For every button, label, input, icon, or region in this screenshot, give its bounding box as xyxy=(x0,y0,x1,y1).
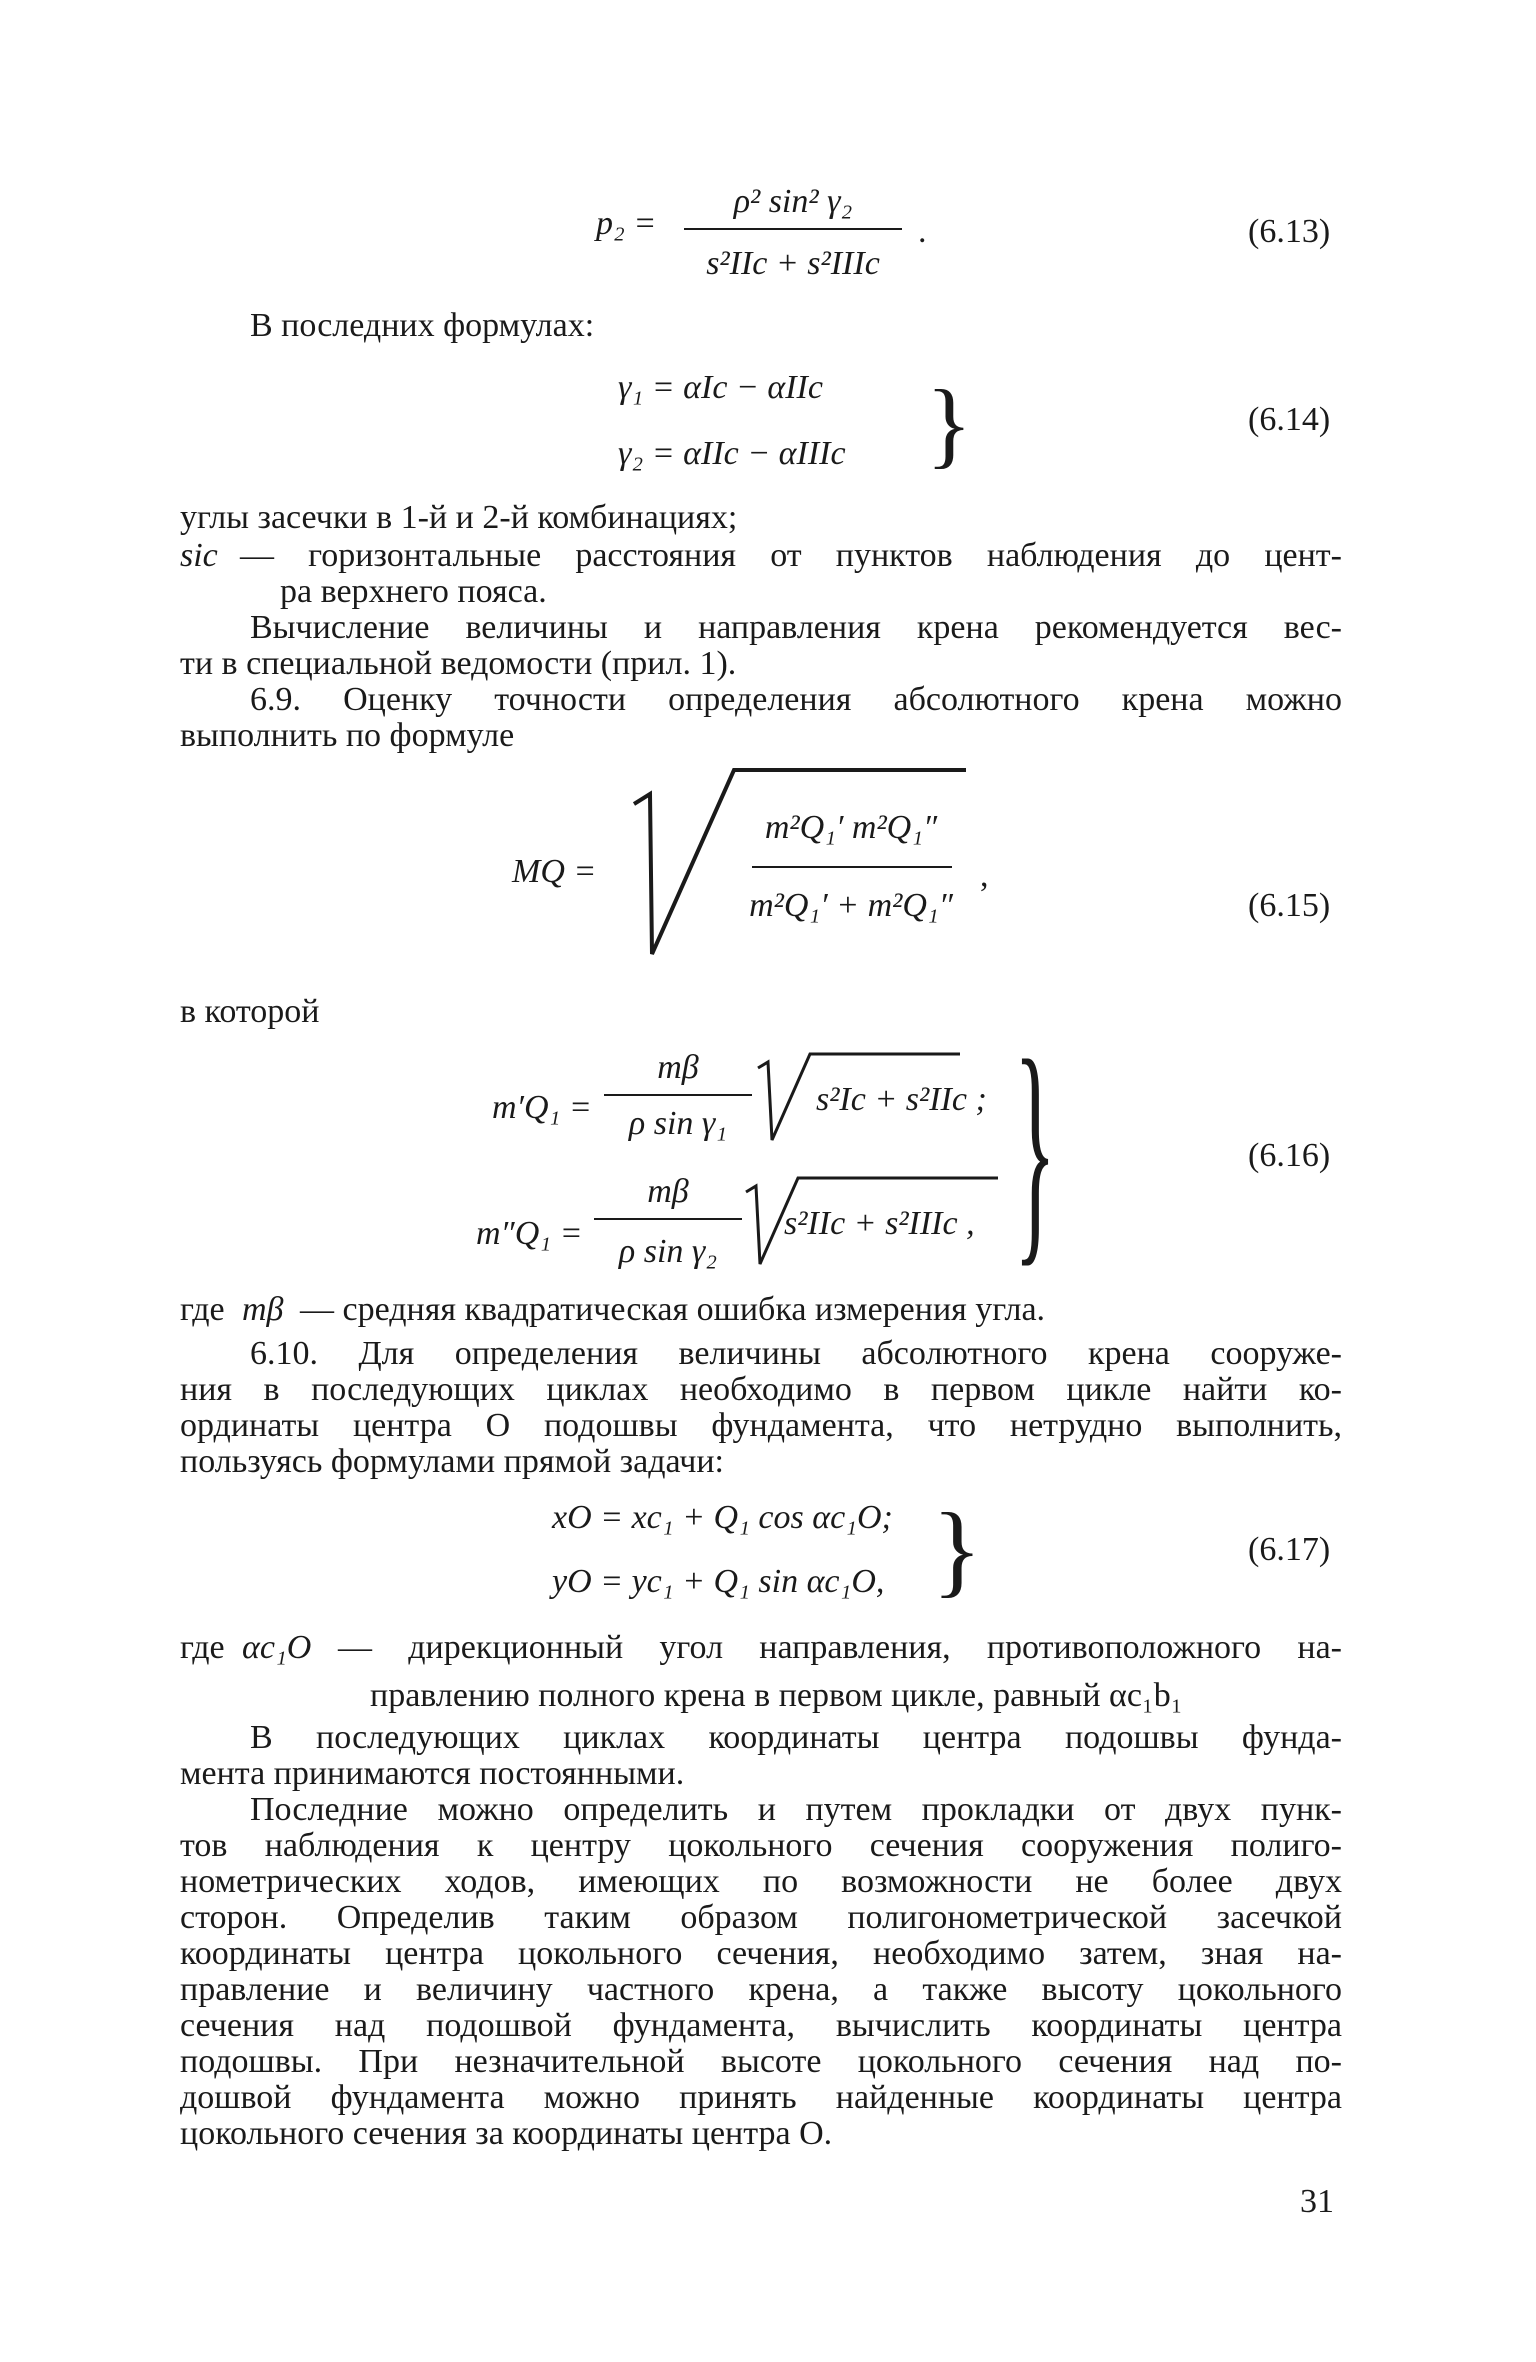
paragraph-distances-line2: ра верхнего пояса. xyxy=(280,573,547,610)
paragraph-computation-line2: ти в специальной ведомости (прил. 1). xyxy=(180,645,737,682)
eq-6-16-line1-num: mβ xyxy=(657,1049,699,1086)
right-brace: } xyxy=(1014,1010,1056,1287)
paragraph-last-line3: нометрических ходов, имеющих по возможности не более двух xyxy=(180,1863,1342,1900)
eq-6-16-line2-lhs: m″Q₁ = xyxy=(476,1215,583,1252)
eq-6-15-numerator: m²Q₁′ m²Q₁″ xyxy=(764,809,938,846)
paragraph-in-which: в которой xyxy=(180,993,320,1030)
paragraph-last-line7: сечения над подошвой фундамента, вычислить координаты центра xyxy=(180,2007,1342,2044)
where-label: где xyxy=(180,1629,225,1666)
fraction-bar xyxy=(684,228,902,230)
eq-6-13-tail: . xyxy=(918,213,927,250)
eq-6-13-denominator: s²IIc + s²IIIc xyxy=(706,245,880,282)
eq-6-17-line2: yO = yc₁ + Q₁ sin αc₁O, xyxy=(552,1563,885,1600)
paragraph-alpha-line2: правлению полного крена в первом цикле, равный αc₁b₁ xyxy=(370,1677,1183,1714)
eq-6-16-line2-den: ρ sin γ₂ xyxy=(618,1233,718,1270)
paragraph-alpha-line1: — дирекционный угол направления, противоположного на- xyxy=(338,1629,1342,1666)
eq-6-16-number: (6.16) xyxy=(1248,1137,1331,1174)
fraction-bar xyxy=(752,866,952,868)
term-alpha-c1o: αc₁O xyxy=(242,1629,312,1666)
eq-6-13-numerator: ρ² sin² γ₂ xyxy=(733,183,853,220)
eq-6-16-line1-lhs: m′Q₁ = xyxy=(492,1089,592,1126)
right-brace: } xyxy=(932,1492,982,1607)
paragraph-last-line2: тов наблюдения к центру цокольного сечения сооружения полиго- xyxy=(180,1827,1342,1864)
eq-6-15-lhs: MQ = xyxy=(512,853,597,890)
paragraph-distances-line1: — горизонтальные расстояния от пунктов наблюдения до цент- xyxy=(240,537,1342,574)
eq-6-15-denominator: m²Q₁′ + m²Q₁″ xyxy=(749,887,953,924)
paragraph-m-beta: — средняя квадратическая ошибка измерения угла. xyxy=(300,1291,1046,1328)
paragraph-angles: углы засечки в 1-й и 2-й комбинациях; xyxy=(180,499,738,536)
right-brace: } xyxy=(926,370,973,477)
eq-6-15-tail: , xyxy=(980,857,989,894)
fraction-bar xyxy=(594,1218,742,1220)
paragraph-6-10-line2: ния в последующих циклах необходимо в первом цикле найти ко- xyxy=(180,1371,1342,1408)
paragraph-6-10-line3: ординаты центра O подошвы фундамента, что нетрудно выполнить, xyxy=(180,1407,1342,1444)
paragraph-last-line8: подошвы. При незначительной высоте цокольного сечения над по- xyxy=(180,2043,1342,2080)
paragraph-last-line6: правление и величину частного крена, а также высоту цокольного xyxy=(180,1971,1342,2008)
paragraph-intro-formulas: В последних формулах: xyxy=(250,307,595,344)
eq-6-17-line1: xO = xc₁ + Q₁ cos αc₁O; xyxy=(552,1499,893,1536)
paragraph-6-9-line1: 6.9. Оценку точности определения абсолютного крена можно xyxy=(250,681,1342,718)
eq-6-13-lhs: p₂ = xyxy=(596,205,657,242)
paragraph-last-line10: цокольного сечения за координаты центра O. xyxy=(180,2115,833,2152)
paragraph-6-10-line1: 6.10. Для определения величины абсолютного крена сооруже- xyxy=(250,1335,1342,1372)
eq-6-17-number: (6.17) xyxy=(1248,1531,1331,1568)
paragraph-computation-line1: Вычисление величины и направления крена рекомендуется вес- xyxy=(250,609,1342,646)
paragraph-cycles-line1: В последующих циклах координаты центра подошвы фунда- xyxy=(250,1719,1342,1756)
term-m-beta: mβ xyxy=(242,1291,284,1328)
eq-6-15-number: (6.15) xyxy=(1248,887,1331,924)
eq-6-16-line2-radicand: s²IIc + s²IIIc , xyxy=(784,1205,975,1242)
where-label: где xyxy=(180,1291,225,1328)
paragraph-6-10-line4: пользуясь формулами прямой задачи: xyxy=(180,1443,724,1480)
eq-6-16-line1-radicand: s²Ic + s²IIc ; xyxy=(816,1081,987,1118)
page-number: 31 xyxy=(1300,2183,1334,2220)
eq-6-16-line1-den: ρ sin γ₁ xyxy=(628,1105,728,1142)
term-s-ic: sic xyxy=(180,537,218,574)
eq-6-16-line2-num: mβ xyxy=(647,1173,689,1210)
eq-6-14-number: (6.14) xyxy=(1248,401,1331,438)
paragraph-last-line1: Последние можно определить и путем прокладки от двух пунк- xyxy=(250,1791,1342,1828)
paragraph-cycles-line2: мента принимаются постоянными. xyxy=(180,1755,685,1792)
paragraph-last-line5: координаты центра цокольного сечения, необходимо затем, зная на- xyxy=(180,1935,1342,1972)
fraction-bar xyxy=(604,1094,752,1096)
paragraph-last-line9: дошвой фундамента можно принять найденные координаты центра xyxy=(180,2079,1342,2116)
paragraph-last-line4: сторон. Определив таким образом полигонометрической засечкой xyxy=(180,1899,1342,1936)
paragraph-6-9-line2: выполнить по формуле xyxy=(180,717,515,754)
eq-6-14-line2: γ₂ = αIIc − αIIIc xyxy=(618,435,846,472)
eq-6-14-line1: γ₁ = αIc − αIIc xyxy=(618,369,823,406)
radical-sign xyxy=(630,764,970,964)
eq-6-13-number: (6.13) xyxy=(1248,213,1331,250)
